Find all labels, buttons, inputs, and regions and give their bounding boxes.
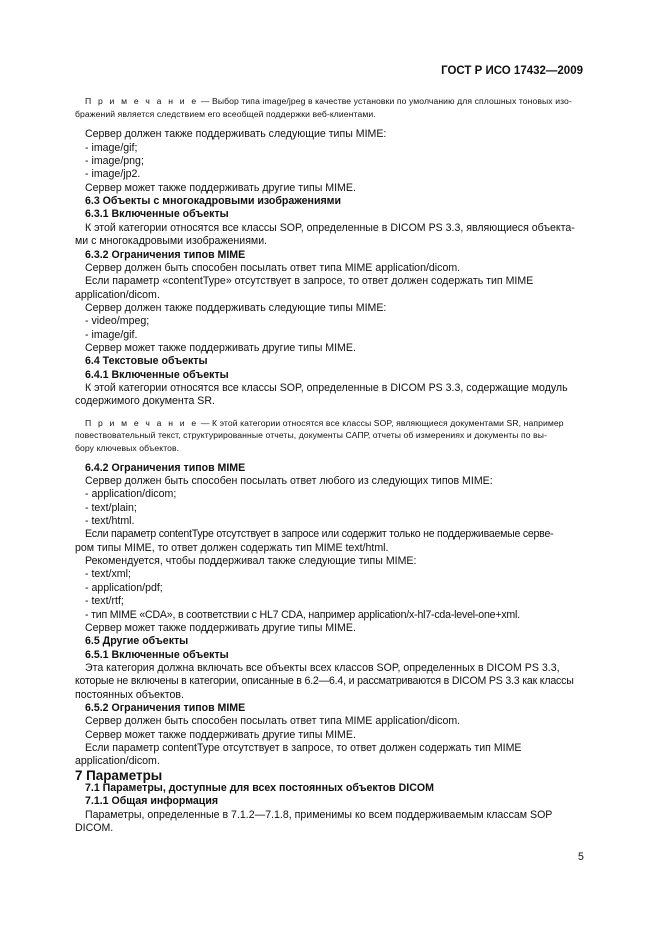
note-label: П р и м е ч а н и е: [85, 417, 199, 428]
note-sr: [75, 417, 584, 455]
list-item: - text/html.: [85, 515, 135, 528]
note-text-3: бору ключевых объектов.: [75, 443, 180, 454]
paragraph-cont: DICOM.: [75, 822, 114, 835]
subsection-heading-6-4-1: 6.4.1 Включенные объекты: [85, 368, 229, 381]
paragraph: К этой категории относятся все классы SOP, определенные в DICOM PS 3.3, содержащие модуль: [85, 381, 568, 394]
paragraph-cont: application/dicom.: [75, 288, 160, 301]
list-item: - text/rtf;: [85, 595, 124, 608]
paragraph: Параметры, определенные в 7.1.2—7.1.8, применимы ко всем поддерживаемым классам SOP: [85, 808, 553, 821]
paragraph-cont: которые не включены в категории, описанные в 6.2—6.4, и рассматриваются в DICOM PS 3.3 как классы: [75, 675, 574, 688]
list-item: - application/pdf;: [85, 581, 163, 594]
subsection-heading-6-5-1: 6.5.1 Включенные объекты: [85, 648, 229, 661]
paragraph: Сервер должен также поддерживать следующие типы MIME:: [85, 128, 387, 141]
paragraph: Сервер может также поддерживать другие типы MIME.: [85, 181, 356, 194]
list-item: - image/jp2.: [85, 168, 141, 181]
note-text-2: повествовательный текст, структурированные отчеты, документы САПР, отчеты об измерениях и документы по вы-: [75, 430, 548, 441]
note-text-1: — Выбор типа image/jpeg в качестве установки по умолчанию для сплошных тоновых изо-: [198, 96, 572, 106]
note-text-2: бражений является следствием его всеобщей поддержки веб-клиентами.: [75, 108, 376, 119]
section-heading-6-5: 6.5 Другие объекты: [85, 635, 189, 648]
paragraph-cont: содержимого документа SR.: [75, 395, 215, 408]
list-item: - тип MIME «CDA», в соответствии с HL7 CDA, например application/x-hl7-cda-level-one+xml.: [85, 608, 520, 621]
page-content: [75, 95, 584, 835]
page-number: 5: [578, 851, 584, 863]
paragraph: Сервер должен быть способен посылать ответ любого из следующих типов MIME:: [85, 475, 493, 488]
paragraph: К этой категории относятся все классы SOP, определенные в DICOM PS 3.3, являющиеся объекта-: [85, 221, 575, 234]
subsection-heading-6-4-2: 6.4.2 Ограничения типов MIME: [85, 461, 246, 474]
paragraph: Эта категория должна включать все объекты всех классов SOP, определенных в DICOM PS 3.3,: [85, 661, 560, 674]
paragraph: Сервер должен быть способен посылать ответ типа MIME application/dicom.: [85, 261, 461, 274]
paragraph-cont: ми с многокадровыми изображениями.: [75, 235, 268, 248]
paragraph: Сервер должен быть способен посылать ответ типа MIME application/dicom.: [85, 715, 461, 728]
paragraph: Если параметр «contentType» отсутствует в запросе, то ответ должен содержать тип MIME: [85, 275, 534, 288]
note-jpeg: [75, 95, 584, 120]
chapter-heading-7: 7 Параметры: [75, 767, 163, 783]
paragraph: Сервер должен также поддерживать следующие типы MIME:: [85, 301, 387, 314]
paragraph-cont: ром типы MIME, то ответ должен содержать тип MIME text/html.: [75, 541, 389, 554]
note-text-1: — К этой категории относятся все классы SOP, являющиеся документами SR, например: [198, 417, 564, 428]
paragraph: Рекомендуется, чтобы поддерживал также следующие типы MIME:: [85, 555, 417, 568]
subsection-heading-6-5-2: 6.5.2 Ограничения типов MIME: [85, 701, 246, 714]
paragraph-cont: постоянных объектов.: [75, 688, 184, 701]
subsection-heading-6-3-2: 6.3.2 Ограничения типов MIME: [85, 248, 246, 261]
paragraph: Сервер может также поддерживать другие типы MIME.: [85, 728, 356, 741]
section-heading-6-3: 6.3 Объекты с многокадровыми изображениями: [85, 195, 342, 208]
paragraph: Сервер может также поддерживать другие типы MIME.: [85, 341, 356, 354]
section-heading-6-4: 6.4 Текстовые объекты: [85, 355, 208, 368]
list-item: - image/png;: [85, 155, 144, 168]
paragraph: Если параметр contentType отсутствует в запросе, то ответ должен содержать тип MIME: [85, 741, 522, 754]
list-item: - text/xml;: [85, 568, 131, 581]
list-item: - application/dicom;: [85, 488, 177, 501]
list-item: - text/plain;: [85, 501, 137, 514]
list-item: - image/gif.: [85, 328, 138, 341]
paragraph: Сервер может также поддерживать другие типы MIME.: [85, 621, 356, 634]
paragraph-cont: application/dicom.: [75, 755, 160, 768]
section-heading-7-1: 7.1 Параметры, доступные для всех постоянных объектов DICOM: [85, 781, 434, 794]
paragraph: Если параметр contentType отсутствует в запросе или содержит только не поддерживаемые серве-: [85, 528, 554, 541]
list-item: - image/gif;: [85, 141, 138, 154]
note-label: П р и м е ч а н и е: [85, 96, 199, 106]
subsection-heading-6-3-1: 6.3.1 Включенные объекты: [85, 208, 229, 221]
standard-header: ГОСТ Р ИСО 17432—2009: [441, 65, 583, 77]
subsection-heading-7-1-1: 7.1.1 Общая информация: [85, 795, 219, 808]
list-item: - video/mpeg;: [85, 315, 150, 328]
